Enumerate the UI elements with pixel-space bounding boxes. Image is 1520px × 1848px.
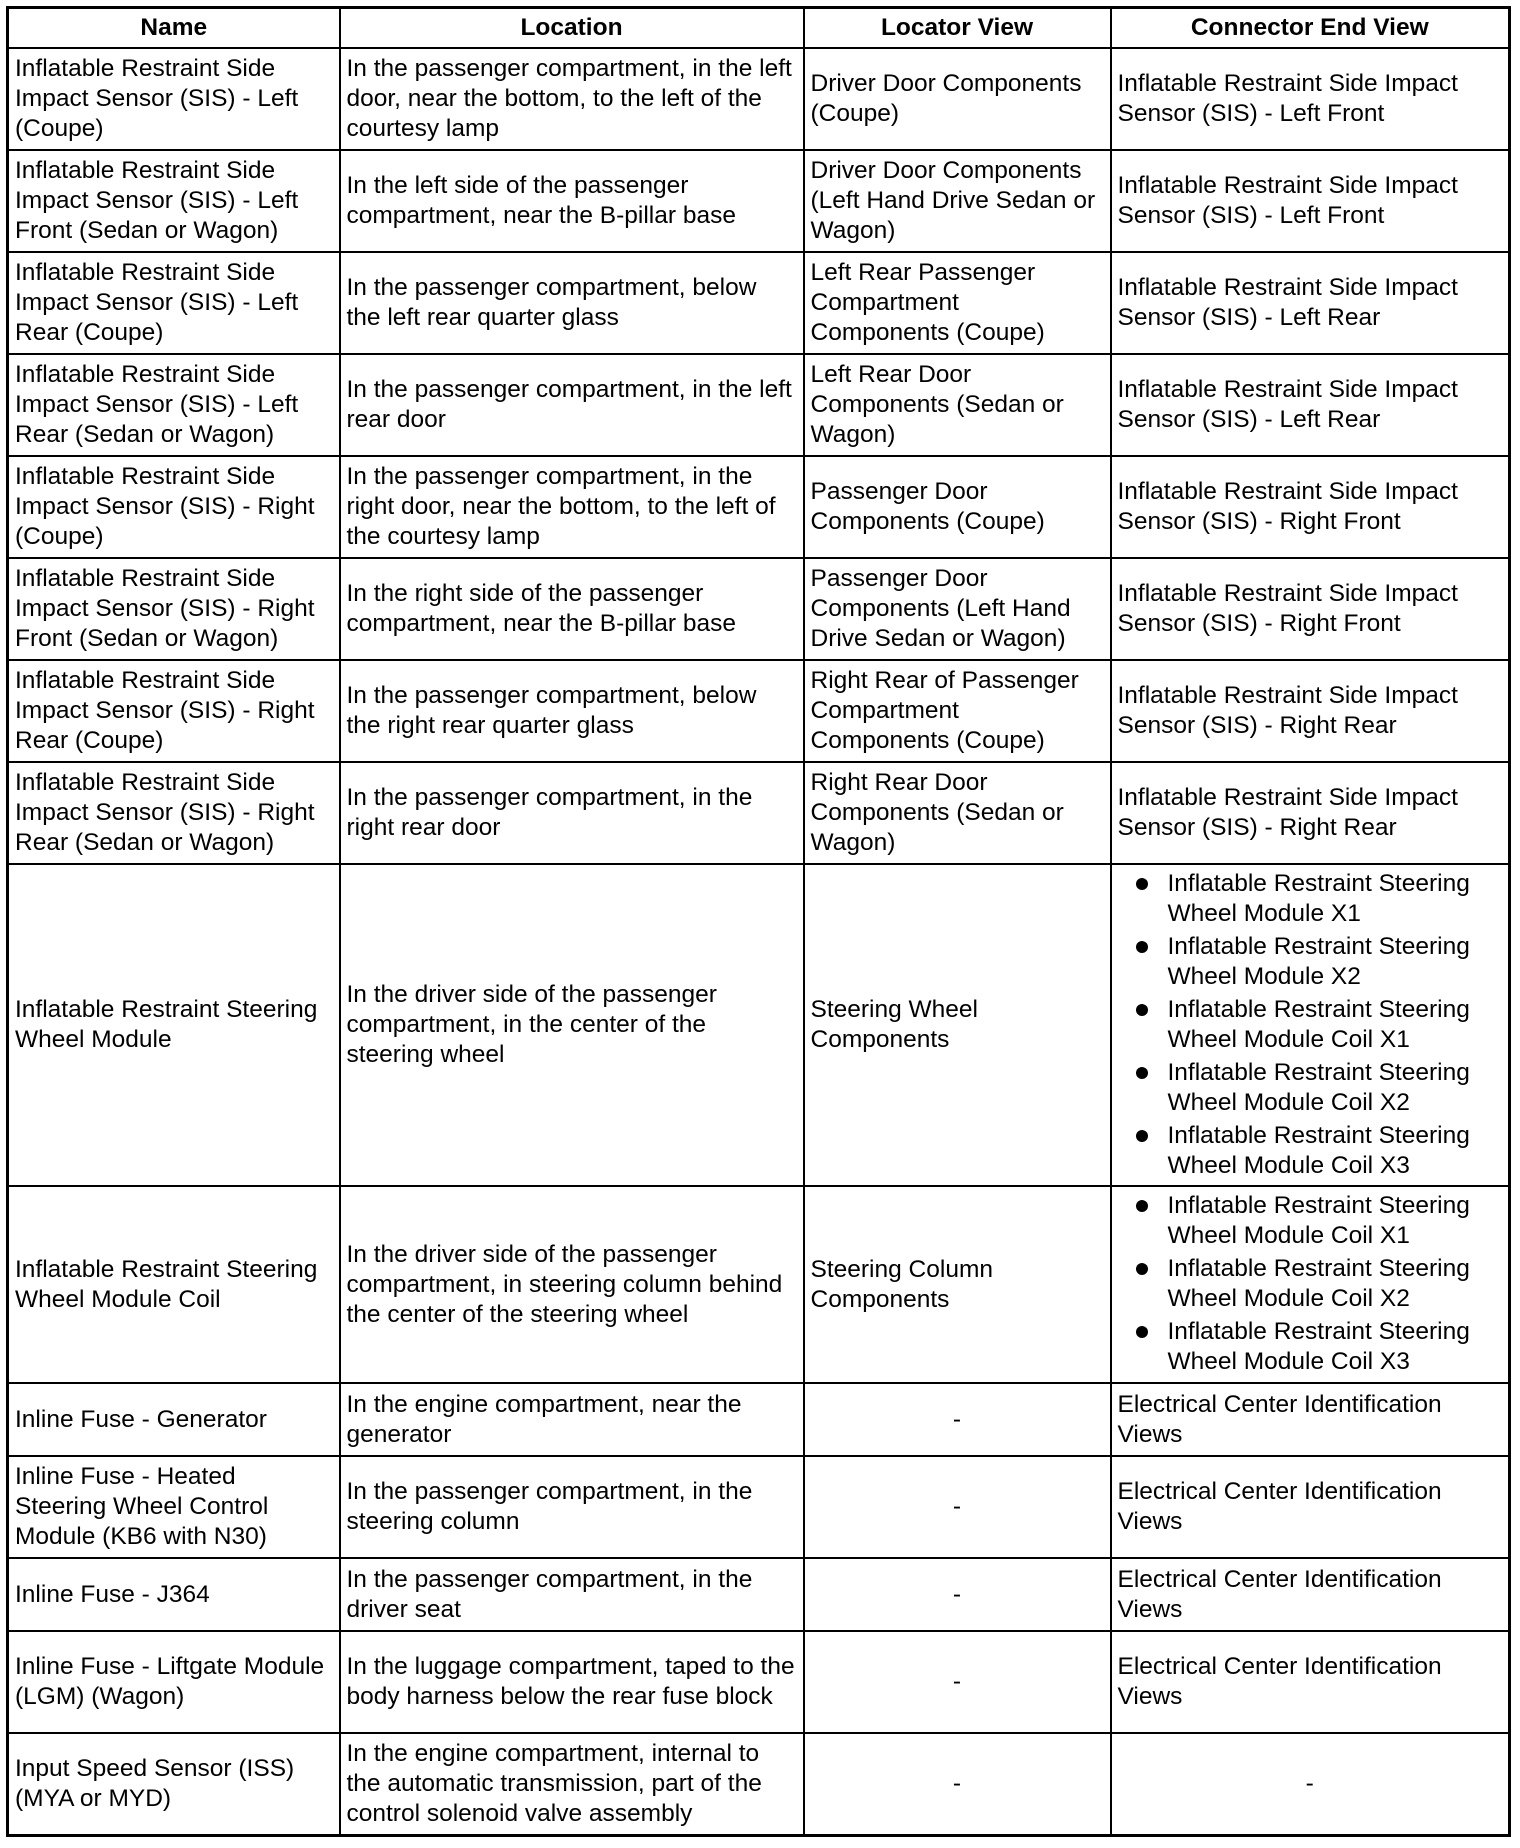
cell-name: Inline Fuse - Generator (8, 1383, 340, 1456)
cell-connector-end-view: Inflatable Restraint Side Impact Sensor (SIS) - Right Front (1111, 456, 1510, 558)
list-item-text: Inflatable Restraint Steering Wheel Module Coil X2 (1167, 1255, 1470, 1312)
list-item-text: Inflatable Restraint Steering Wheel Module Coil X1 (1167, 995, 1470, 1053)
header-connector-end-view: Connector End View (1111, 8, 1510, 49)
component-locator-table (6, 6, 1511, 1837)
cell-locator-view: Steering Column Components (804, 1186, 1111, 1383)
list-item (1118, 1254, 1503, 1314)
list-item (1118, 1191, 1503, 1251)
list-item-text: Inflatable Restraint Steering Wheel Module Coil X2 (1167, 1058, 1470, 1116)
cell-locator-view: Left Rear Passenger Compartment Components (Coupe) (804, 252, 1111, 354)
bullet-icon (1136, 1200, 1148, 1212)
bullet-icon (1136, 1326, 1148, 1338)
cell-connector-end-view (1111, 864, 1510, 1186)
table-row (8, 1631, 1510, 1733)
cell-connector-end-view: Inflatable Restraint Side Impact Sensor (SIS) - Right Rear (1111, 660, 1510, 762)
cell-location: In the passenger compartment, in the driver seat (340, 1558, 804, 1631)
cell-location: In the passenger compartment, in the steering column (340, 1456, 804, 1558)
bullet-icon (1136, 1004, 1148, 1016)
cell-name: Inline Fuse - Heated Steering Wheel Control Module (KB6 with N30) (8, 1456, 340, 1558)
cell-location: In the driver side of the passenger compartment, in steering column behind the center of the steering wheel (340, 1186, 804, 1383)
cell-locator-view: Passenger Door Components (Coupe) (804, 456, 1111, 558)
cell-location: In the right side of the passenger compartment, near the B-pillar base (340, 558, 804, 660)
cell-connector-end-view: Electrical Center Identification Views (1111, 1383, 1510, 1456)
list-item-text: Inflatable Restraint Steering Wheel Module X2 (1167, 932, 1470, 990)
table-row (8, 1456, 1510, 1558)
cell-connector-end-view (1111, 1186, 1510, 1383)
list-item (1118, 932, 1503, 992)
list-item-text: Inflatable Restraint Steering Wheel Module Coil X3 (1167, 1121, 1470, 1179)
table-row (8, 762, 1510, 864)
cell-connector-end-view: Electrical Center Identification Views (1111, 1456, 1510, 1558)
cell-connector-end-view: Inflatable Restraint Side Impact Sensor (SIS) - Right Front (1111, 558, 1510, 660)
cell-connector-end-view: Inflatable Restraint Side Impact Sensor (SIS) - Left Rear (1111, 354, 1510, 456)
header-location: Location (340, 8, 804, 49)
cell-locator-view: - (804, 1733, 1111, 1835)
connector-list (1118, 869, 1503, 1181)
cell-location: In the engine compartment, near the generator (340, 1383, 804, 1456)
cell-connector-end-view: Electrical Center Identification Views (1111, 1631, 1510, 1733)
list-item (1118, 869, 1503, 929)
list-item (1118, 1317, 1503, 1377)
cell-name: Inflatable Restraint Side Impact Sensor (SIS) - Left (Coupe) (8, 48, 340, 150)
cell-name: Inflatable Restraint Steering Wheel Module Coil (8, 1186, 340, 1383)
cell-locator-view: - (804, 1631, 1111, 1733)
cell-location: In the passenger compartment, below the right rear quarter glass (340, 660, 804, 762)
cell-connector-end-view: - (1111, 1733, 1510, 1835)
cell-name: Input Speed Sensor (ISS) (MYA or MYD) (8, 1733, 340, 1835)
list-item-text: Inflatable Restraint Steering Wheel Module Coil X3 (1167, 1318, 1470, 1375)
table-row (8, 150, 1510, 252)
cell-location: In the passenger compartment, in the right door, near the bottom, to the left of the courtesy lamp (340, 456, 804, 558)
cell-name: Inflatable Restraint Side Impact Sensor (SIS) - Right Rear (Sedan or Wagon) (8, 762, 340, 864)
cell-connector-end-view: Inflatable Restraint Side Impact Sensor (SIS) - Left Rear (1111, 252, 1510, 354)
cell-name: Inflatable Restraint Side Impact Sensor (SIS) - Left Front (Sedan or Wagon) (8, 150, 340, 252)
list-item (1118, 995, 1503, 1055)
table-row (8, 1383, 1510, 1456)
cell-name: Inflatable Restraint Side Impact Sensor (SIS) - Left Rear (Sedan or Wagon) (8, 354, 340, 456)
bullet-icon (1136, 1067, 1148, 1079)
bullet-icon (1136, 1263, 1148, 1275)
cell-connector-end-view: Inflatable Restraint Side Impact Sensor (SIS) - Left Front (1111, 48, 1510, 150)
bullet-icon (1136, 878, 1148, 890)
cell-locator-view: Right Rear of Passenger Compartment Components (Coupe) (804, 660, 1111, 762)
table-row (8, 864, 1510, 1186)
list-item-text: Inflatable Restraint Steering Wheel Module Coil X1 (1167, 1192, 1470, 1249)
cell-name: Inflatable Restraint Steering Wheel Module (8, 864, 340, 1186)
cell-location: In the engine compartment, internal to the automatic transmission, part of the control solenoid valve assembly (340, 1733, 804, 1835)
header-name: Name (8, 8, 340, 49)
cell-locator-view: Driver Door Components (Left Hand Drive Sedan or Wagon) (804, 150, 1111, 252)
cell-connector-end-view: Electrical Center Identification Views (1111, 1558, 1510, 1631)
cell-location: In the luggage compartment, taped to the body harness below the rear fuse block (340, 1631, 804, 1733)
connector-list (1118, 1191, 1503, 1377)
cell-locator-view: Steering Wheel Components (804, 864, 1111, 1186)
cell-connector-end-view: Inflatable Restraint Side Impact Sensor (SIS) - Right Rear (1111, 762, 1510, 864)
list-item (1118, 1121, 1503, 1181)
table-row (8, 558, 1510, 660)
cell-location: In the driver side of the passenger compartment, in the center of the steering wheel (340, 864, 804, 1186)
cell-locator-view: Right Rear Door Components (Sedan or Wagon) (804, 762, 1111, 864)
cell-connector-end-view: Inflatable Restraint Side Impact Sensor (SIS) - Left Front (1111, 150, 1510, 252)
table-row (8, 660, 1510, 762)
table-row (8, 456, 1510, 558)
table-row (8, 1733, 1510, 1835)
cell-locator-view: Passenger Door Components (Left Hand Drive Sedan or Wagon) (804, 558, 1111, 660)
list-item-text: Inflatable Restraint Steering Wheel Module X1 (1167, 869, 1470, 927)
table-row (8, 354, 1510, 456)
cell-locator-view: - (804, 1558, 1111, 1631)
cell-location: In the passenger compartment, in the left door, near the bottom, to the left of the courtesy lamp (340, 48, 804, 150)
table-row (8, 252, 1510, 354)
cell-locator-view: - (804, 1383, 1111, 1456)
cell-locator-view: - (804, 1456, 1111, 1558)
table-row (8, 48, 1510, 150)
bullet-icon (1136, 1130, 1148, 1142)
header-locator-view: Locator View (804, 8, 1111, 49)
cell-name: Inline Fuse - Liftgate Module (LGM) (Wagon) (8, 1631, 340, 1733)
table-header-row (8, 8, 1510, 49)
table-row (8, 1186, 1510, 1383)
cell-name: Inflatable Restraint Side Impact Sensor (SIS) - Right (Coupe) (8, 456, 340, 558)
cell-locator-view: Driver Door Components (Coupe) (804, 48, 1111, 150)
bullet-icon (1136, 941, 1148, 953)
list-item (1118, 1058, 1503, 1118)
cell-locator-view: Left Rear Door Components (Sedan or Wagon) (804, 354, 1111, 456)
cell-location: In the passenger compartment, in the right rear door (340, 762, 804, 864)
cell-location: In the passenger compartment, in the left rear door (340, 354, 804, 456)
cell-name: Inflatable Restraint Side Impact Sensor (SIS) - Left Rear (Coupe) (8, 252, 340, 354)
cell-name: Inflatable Restraint Side Impact Sensor (SIS) - Right Front (Sedan or Wagon) (8, 558, 340, 660)
cell-location: In the passenger compartment, below the left rear quarter glass (340, 252, 804, 354)
cell-name: Inflatable Restraint Side Impact Sensor (SIS) - Right Rear (Coupe) (8, 660, 340, 762)
cell-name: Inline Fuse - J364 (8, 1558, 340, 1631)
cell-location: In the left side of the passenger compartment, near the B-pillar base (340, 150, 804, 252)
table-row (8, 1558, 1510, 1631)
